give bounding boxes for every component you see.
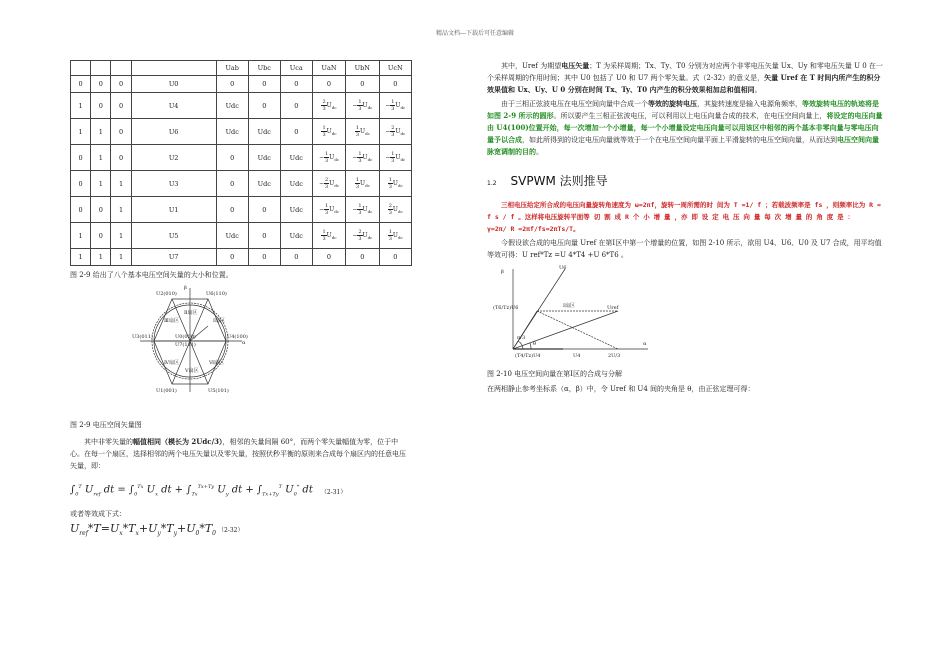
sector-3-label: Ⅲ扇区: [164, 318, 179, 324]
text-span-green: 将设定的电压向量由 U4(100)位置开始，每一次增加一个小增量，每一个小增量设定电压向量可以用该区中相邻的两个基本非零向量与零电压向量予以合成: [487, 111, 883, 144]
sector-5-label: Ⅴ扇区: [185, 368, 199, 374]
section-heading: [487, 172, 883, 189]
fraction-value: − $\frac{1}{3}$ $U_{dc}$: [352, 151, 373, 164]
table-cell-fraction: [346, 223, 379, 249]
u6-label: U6: [559, 265, 567, 271]
table-header-cell: Uab: [216, 61, 248, 76]
table-cell: 1: [111, 171, 131, 197]
table-cell: 0: [379, 249, 411, 266]
table-cell: Udc: [280, 197, 312, 223]
table-cell: 0: [71, 197, 91, 223]
equation-2-31: [70, 478, 412, 504]
paragraph-rotating-voltage: [487, 98, 883, 158]
fraction-value: $\frac{2}{3}$ $U_{dc}$: [322, 99, 337, 112]
table-cell: 0: [71, 145, 91, 171]
table-cell: 1: [111, 223, 131, 249]
alpha-label: α: [643, 341, 647, 347]
table-cell-fraction: [346, 197, 379, 223]
table-cell: 0: [346, 76, 379, 93]
table-row: [71, 197, 412, 223]
fraction-value: − $\frac{1}{3}$ $U_{dc}$: [385, 99, 406, 112]
fraction-value: $\frac{2}{3}$ $U_{dc}$: [388, 203, 403, 216]
table-cell: Udc: [248, 119, 280, 145]
table-cell-fraction: [379, 197, 411, 223]
table-cell-fraction: [346, 171, 379, 197]
text-span: ，如此所得到的设定电压向量就等效于一个在电压空间向量平面上平滑旋转的电压空间向量，从而达到: [522, 136, 837, 144]
uref-label: Uref: [607, 305, 619, 311]
equation-body: $\int_0^T$ $U_{ref}$ dt = $\int_0^{Tx}$ $U_x$ dt + $\int_{Tx}^{Tx+Ty}$ $U_y$ dt + $\int_{Tx+Ty}^T$ $U_0^*$ dt: [70, 484, 313, 498]
table-cell: U4: [131, 93, 216, 119]
table-cell: 1: [91, 249, 111, 266]
fraction-value: − $\frac{2}{3}$ $U_{dc}$: [385, 125, 406, 138]
equation-body: $U_{ref}*T=U_x*T_x+U_y*T_y+U_0*T_0$: [70, 522, 216, 538]
table-cell: U7: [131, 249, 216, 266]
table-cell: 1: [91, 119, 111, 145]
table-cell: 0: [248, 223, 280, 249]
equation-number: （2-32）: [218, 527, 244, 535]
table-cell: 0: [216, 249, 248, 266]
table-cell-fraction: [312, 171, 345, 197]
fraction-value: − $\frac{1}{3}$ $U_{dc}$: [318, 151, 340, 164]
sector-2-label: Ⅱ扇区: [184, 310, 198, 316]
fraction-value: $\frac{1}{3}$ $U_{dc}$: [322, 125, 337, 138]
text-span: 。: [754, 86, 762, 94]
t6-u6-label: (T6/Tz)U6: [493, 305, 519, 311]
table-cell: 0: [111, 145, 131, 171]
text-span: 其中，Uref 为期望: [501, 62, 562, 70]
section-title: SVPWM 法则推导: [510, 174, 608, 188]
u2-label: U2(010): [156, 291, 177, 297]
table-header-cell: [111, 61, 131, 76]
table-cell: 0: [216, 171, 248, 197]
table-row: [71, 76, 412, 93]
text-span-bold: 矢量 Uref 在 T 时间内所产生的积分效果值和 Ux、Uy、U 0 分别在时间 Tx、Ty、T0 内产生的积分效果相加总和值相同: [487, 73, 881, 94]
table-cell: 1: [71, 93, 91, 119]
text-span-bold: 等效的旋转电压: [648, 99, 697, 108]
left-column: [70, 60, 412, 537]
table-cell: 0: [91, 197, 111, 223]
text-span: ，相邻的矢量间隔 60°，而两个零矢量幅值为零，位于中心。在每一个扇区，选择相邻的两个电压矢量以及零矢量，按照伏秒平衡的原则来合成每个扇区内的任意电压矢量，即：: [70, 438, 406, 470]
table-cell-fraction: [379, 171, 411, 197]
sector-1-synthesis-diagram: [493, 265, 653, 361]
table-cell: 0: [216, 76, 248, 93]
table-row: [71, 223, 412, 249]
table-cell: 0: [71, 171, 91, 197]
section-number: 1.2: [487, 180, 497, 187]
u6-label: U6(110): [206, 291, 227, 297]
table-cell-fraction: [312, 93, 345, 119]
table-header-cell: UcN: [379, 61, 411, 76]
paragraph-angle-increment: 三相电压给定所合成的电压向量旋转角速度为 ω=2πf，旋转一周所需的时 间为 T =1/ f ；若载波频率是 fs ，则频率比为 R = f s / f 。这样将电压旋转平面等 切 割 成 R 个 小 增 量 ，亦 即 设 定 电 压 向 量 每 次 增 量 的 角 度 是 ：: [487, 201, 881, 221]
table-header-cell: UbN: [346, 61, 379, 76]
table-cell: Udc: [280, 223, 312, 249]
u5-label: U5(101): [208, 388, 229, 394]
table-cell-fraction: [346, 93, 379, 119]
equation-number: （2-31）: [320, 488, 347, 496]
table-row: [71, 145, 412, 171]
table-cell: 0: [111, 76, 131, 93]
table-cell: U2: [131, 145, 216, 171]
beta-label: β: [501, 269, 504, 275]
text-span: 其中非零矢量的: [84, 438, 133, 446]
table-cell: 0: [280, 93, 312, 119]
table-header-cell: UaN: [312, 61, 345, 76]
table-cell-fraction: [346, 119, 379, 145]
table-cell: 0: [91, 76, 111, 93]
table-row: [71, 171, 412, 197]
table-cell: U6: [131, 119, 216, 145]
voltage-space-vector-diagram: [70, 282, 412, 412]
text-span-bold: 幅值相同（模长为 2Udc/3）: [133, 437, 223, 446]
fraction-value: − $\frac{1}{3}$ $U_{dc}$: [352, 203, 373, 216]
fig210-caption: 图 2-10 电压空间向量在第Ⅰ区的合成与分解: [487, 370, 622, 378]
table-cell: U1: [131, 197, 216, 223]
paragraph-sine-rule: 在两相静止参考坐标系（α，β）中，令 Uref 和 U4 间的夹角是 θ，由正弦定理可得：: [487, 385, 755, 393]
table-cell: U5: [131, 223, 216, 249]
text-span: 由于三相正弦波电压在电压空间向量中合成一个: [501, 100, 648, 108]
table-cell-fraction: [379, 119, 411, 145]
table-cell: 0: [248, 93, 280, 119]
table-cell: 0: [71, 76, 91, 93]
table-cell: 1: [111, 197, 131, 223]
fig29-intro: 图 2-9 给出了八个基本电压空间矢量的大小和位置。: [70, 271, 233, 279]
u1-label: U1(001): [156, 388, 177, 394]
sector-4-label: Ⅳ扇区: [164, 360, 179, 366]
table-cell: 0: [216, 145, 248, 171]
switch-state-table: [70, 60, 412, 266]
table-cell: 0: [248, 197, 280, 223]
table-cell-fraction: [312, 145, 345, 171]
table-cell: Udc: [216, 119, 248, 145]
table-cell-fraction: [379, 223, 411, 249]
pi3-label: π/3: [517, 335, 526, 341]
fraction-value: − $\frac{1}{3}$ $U_{dc}$: [352, 99, 373, 112]
table-row: [71, 249, 412, 266]
table-cell: 1: [71, 119, 91, 145]
table-cell: 0: [312, 249, 345, 266]
u7-label: U7(111): [175, 342, 196, 348]
table-cell: Udc: [248, 145, 280, 171]
t4-u4-label: (T4/Tz)U4: [515, 353, 541, 359]
fraction-value: − $\frac{2}{3}$ $U_{dc}$: [352, 229, 373, 242]
table-header-row: [71, 61, 412, 76]
beta-label: β: [184, 285, 187, 291]
fig29-caption: 图 2-9 电压空间矢量图: [70, 421, 142, 429]
or-text: 或者等效成下式：: [70, 510, 126, 518]
table-cell: 1: [91, 145, 111, 171]
table-cell: 0: [346, 249, 379, 266]
vector-uref: [513, 311, 618, 349]
fraction-value: $\frac{1}{3}$ $U_{dc}$: [322, 229, 337, 242]
table-cell: Udc: [216, 93, 248, 119]
right-column: [487, 60, 883, 395]
text-span: ；T 为采样周期；Tx、Ty、T0 分别为对应两个非零电压矢量 Ux、Uy 和零电压矢量 U 0 在一个采样周期的作用时间；其中 U0 包括了 U0 和 U7 两个零矢量。式（2-32）的意义是，: [487, 62, 883, 82]
text-span-green: 等效旋转电压的轨迹将是如图 2-9 所示的圆形: [487, 99, 879, 120]
fraction-value: − $\frac{1}{3}$ $U_{dc}$: [318, 203, 340, 216]
paragraph-uref-definition: [487, 60, 883, 96]
table-header-cell: Ubc: [248, 61, 280, 76]
angle-arc-pi3: [518, 341, 523, 349]
alpha-label: α: [242, 340, 246, 346]
fraction-value: $\frac{1}{3}$ $U_{dc}$: [388, 177, 403, 190]
u3-label: U3(011): [132, 334, 153, 340]
angle-arc-theta: [530, 343, 531, 349]
table-cell: 1: [71, 249, 91, 266]
table-cell: Udc: [280, 145, 312, 171]
table-cell: 0: [312, 76, 345, 93]
table-cell: 0: [280, 119, 312, 145]
table-cell: 0: [91, 93, 111, 119]
table-cell: Udc: [280, 171, 312, 197]
text-span: 。所以要产生三相正弦波电压，可以利用以上电压向量合成的技术，在电压空间向量上，: [553, 112, 827, 120]
table-cell: 0: [379, 76, 411, 93]
fraction-value: $\frac{1}{3}$ $U_{dc}$: [355, 125, 370, 138]
table-cell: Udc: [216, 223, 248, 249]
u0-label: U0(000): [175, 334, 196, 340]
table-cell: 0: [280, 76, 312, 93]
fraction-value: − $\frac{2}{3}$ $U_{dc}$: [318, 177, 340, 190]
text-span: 。: [536, 148, 543, 156]
table-cell: 0: [91, 223, 111, 249]
table-cell-fraction: [379, 93, 411, 119]
magnitude-label: 2U/3: [608, 353, 621, 359]
sector-1-label: Ⅰ扇区: [213, 318, 225, 324]
fraction-value: $\frac{1}{3}$ $U_{dc}$: [355, 177, 370, 190]
table-header-cell: [131, 61, 216, 76]
u4-label: U4(100): [227, 334, 248, 340]
table-cell: 0: [248, 249, 280, 266]
text-span-green: 电压空间向量脉宽调制的目的: [487, 135, 879, 156]
table-cell: 0: [280, 249, 312, 266]
theta-label: θ: [533, 341, 537, 347]
table-cell: U0: [131, 76, 216, 93]
table-cell: 0: [248, 76, 280, 93]
fraction-value: $\frac{1}{3}$ $U_{dc}$: [388, 229, 403, 242]
fraction-value: − $\frac{1}{3}$ $U_{dc}$: [385, 151, 406, 164]
table-row: [71, 119, 412, 145]
table-cell: 0: [111, 93, 131, 119]
paragraph-nonzero-vectors: [70, 436, 412, 472]
table-row: [71, 93, 412, 119]
text-span-bold: 电压矢量: [561, 61, 590, 70]
table-cell: 0: [216, 197, 248, 223]
table-cell: U3: [131, 171, 216, 197]
table-cell: 0: [111, 119, 131, 145]
table-header-cell: Uca: [280, 61, 312, 76]
text-span: ，其旋转速度是输入电源角频率，: [697, 100, 802, 108]
sector-label: Ⅰ扇区: [563, 303, 575, 309]
equation-2-32: [70, 522, 412, 537]
table-cell: 1: [91, 171, 111, 197]
table-cell: 1: [111, 249, 131, 266]
angle-formula: γ=2π/ R =2πf/fs=2πTs/T。: [487, 225, 580, 233]
sector-6-label: Ⅵ扇区: [209, 360, 225, 366]
page-header: 精品文档---下载后可任意编辑: [435, 30, 515, 37]
table-cell-fraction: [346, 145, 379, 171]
table-cell: 1: [71, 223, 91, 249]
table-cell-fraction: [312, 119, 345, 145]
dashed-guide: [537, 311, 618, 349]
table-cell-fraction: [379, 145, 411, 171]
paragraph-synthesis: 今假设欲合成的电压向量 Uref 在第Ⅰ区中第一个增量的位置，如图 2-10 所示，欲用 U4、U6、U0 及 U7 合成，用平均值等效可得：U ref*Tz =U 4*T4 +U 6*T6 。: [487, 239, 882, 259]
u4-label: U4: [573, 353, 581, 359]
table-header-cell: [71, 61, 91, 76]
table-body: [71, 76, 412, 266]
table-cell-fraction: [312, 197, 345, 223]
table-cell: Udc: [248, 171, 280, 197]
table-header-cell: [91, 61, 111, 76]
table-cell-fraction: [312, 223, 345, 249]
